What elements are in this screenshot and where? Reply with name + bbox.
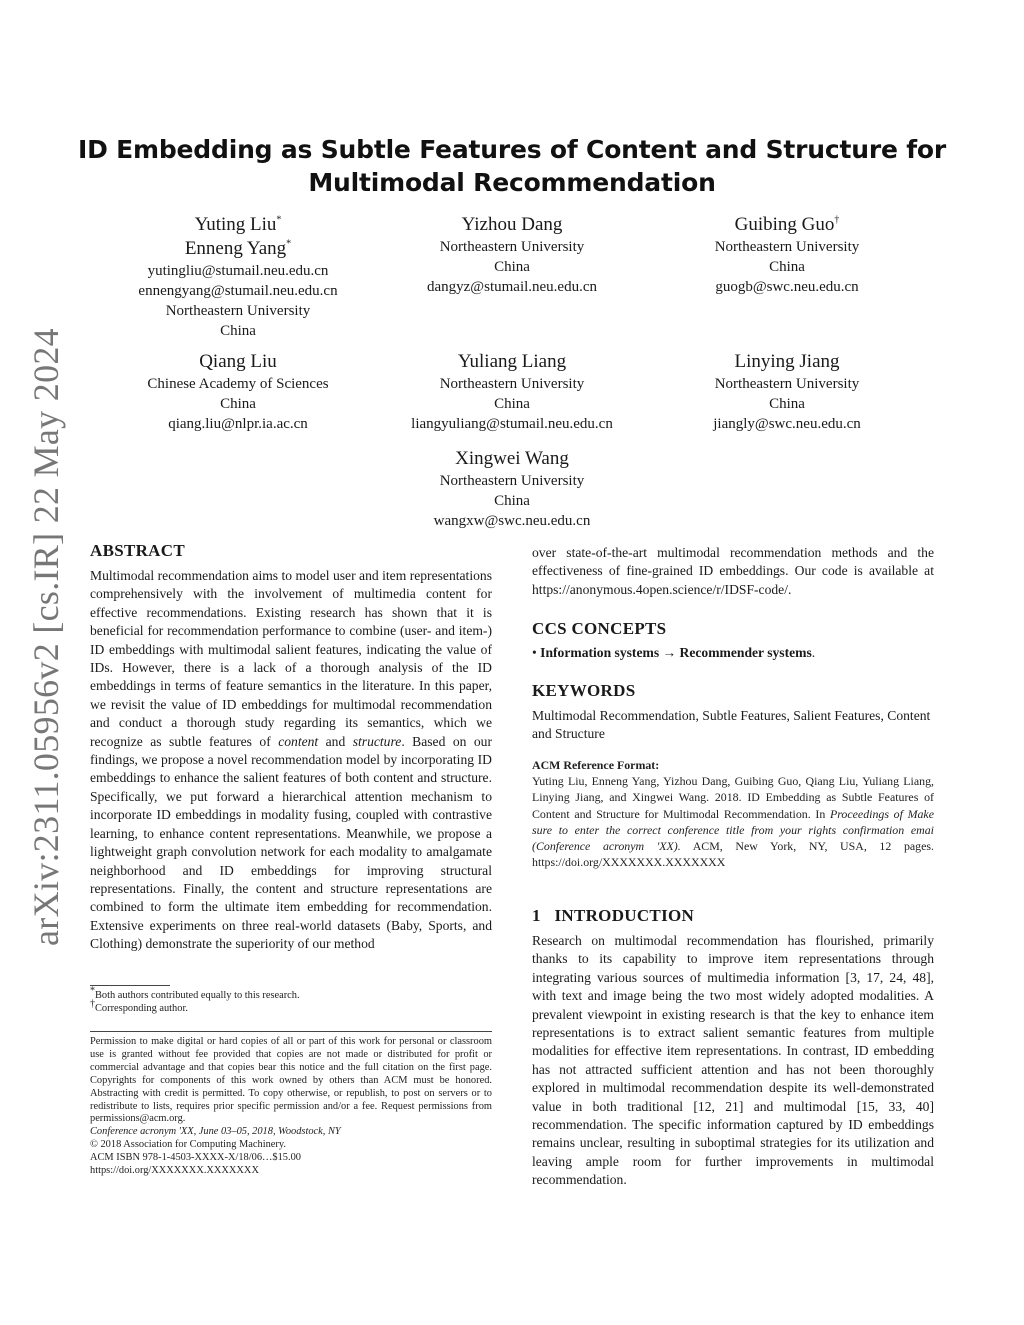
author-name: Yuliang Liang xyxy=(457,351,567,372)
author-affiliation: Northeastern University xyxy=(714,376,860,392)
author-block-6 xyxy=(637,350,937,434)
author-affiliation: Northeastern University xyxy=(439,473,585,489)
footnote-2: †Corresponding author. xyxy=(90,998,188,1014)
abstract-heading: ABSTRACT xyxy=(90,541,185,560)
author-email: liangyuliang@stumail.neu.edu.cn xyxy=(411,416,613,432)
author-affiliation: Northeastern University xyxy=(439,376,585,392)
author-block-2 xyxy=(362,213,662,297)
author-email: ennengyang@stumail.neu.edu.cn xyxy=(138,283,338,299)
author-block-5 xyxy=(362,350,662,434)
conference-line: Conference acronym 'XX, June 03–05, 2018, Woodstock, NY xyxy=(90,1126,341,1138)
author-country: China xyxy=(220,323,256,339)
abstract-body: Multimodal recommendation aims to model user and item representations comprehensively with the involvement of multimedia content for effective recommendations. Existing research has shown that it is beneficial for recommendation performance to combine (user- and item-) ID embeddings with multimodal salient features, indicating the value of IDs. However, there is a lack of a thorough analysis of the ID embeddings in terms of feature semantics in the literature. In this paper, we revisit the value of ID embeddings for multimodal recommendation and conduct a thorough study regarding its semantics, which we recognize as subtle features of content and structure. Based on our findings, we propose a novel recommendation model by incorporating ID embeddings to enhance the salient features of both content and structure. Specifically, we put forward a hierarchical attention mechanism to incorporate ID embeddings in modality fusing, coupled with contrastive learning, to enhance content representations. Meanwhile, we propose a lightweight graph convolution network for each modality to amalgamate neighborhood and ID embeddings for improving structural representations. Finally, the content and structure representations are combined to form the ultimate item embedding for recommendation. Extensive experiments on three real-world datasets (Baby, Sports, and Clothing) demonstrate the superiority of our method xyxy=(90,568,492,952)
acm-reference-text: Yuting Liu, Enneng Yang, Yizhou Dang, Guibing Guo, Qiang Liu, Yuliang Liang, Linying Jiang, and Xingwei Wang. 2018. ID Embedding as Subtle Features of Content and Structure for Multimodal Recommendation. In Proceedings of Make sure to enter the correct conference title from your rights confirmation emai (Conference acronym 'XX). ACM, New York, NY, USA, 12 pages. https://doi.org/XXXXXXX.XXXXXXX xyxy=(532,774,934,870)
author-name: Yizhou Dang xyxy=(461,214,563,235)
acm-reference-format xyxy=(532,757,934,870)
author-name: Guibing Guo† xyxy=(734,214,840,235)
author-affiliation: Northeastern University xyxy=(714,239,860,255)
author-email: jiangly@swc.neu.edu.cn xyxy=(713,416,861,432)
footnotes xyxy=(90,985,492,1015)
copyright-line: © 2018 Association for Computing Machinery. xyxy=(90,1139,286,1151)
ccs-concepts: • Information systems → Recommender systems. xyxy=(532,645,816,660)
author-email: dangyz@stumail.neu.edu.cn xyxy=(426,279,598,295)
paper-title-line-2: Multimodal Recommendation xyxy=(308,168,716,197)
footnote-divider xyxy=(90,985,170,986)
keywords-heading: KEYWORDS xyxy=(532,681,636,700)
introduction-body: Research on multimodal recommendation has flourished, primarily thanks to its capability to improve item representations through integrating various sources of multimedia information [3, 17, 24, 48], with text and image being the two most widely adopted modalities. A prevalent viewpoint in existing research is that the key to enhance item representations is to extract salient semantic features from multiple modalities for effective item representations. In contrast, ID embedding has not attracted sufficient attention and has not been thoroughly explored in multimodal recommendation despite its well-demonstrated value in both traditional [12, 21] and multimodal [15, 33, 40] recommendation. The specific information captured by ID embeddings remains unclear, resulting in suboptimal strategies for its utilization and leaving ample room for further improvements in multimodal recommendation. xyxy=(532,933,934,1188)
arxiv-stamp-text: arXiv:2311.05956v2 [cs.IR] 22 May 2024 xyxy=(26,328,66,946)
arxiv-stamp xyxy=(18,330,74,944)
paper-title-line-1: ID Embedding as Subtle Features of Content and Structure for xyxy=(77,135,947,164)
permission-block xyxy=(90,1036,492,1178)
author-country: China xyxy=(494,493,530,509)
author-name: Xingwei Wang xyxy=(455,448,569,469)
author-name: Linying Jiang xyxy=(734,351,840,372)
isbn-line: ACM ISBN 978-1-4503-XXXX-X/18/06…$15.00 xyxy=(90,1152,301,1164)
footnote-1: *Both authors contributed equally to this research. xyxy=(90,985,300,1001)
author-country: China xyxy=(494,259,530,275)
doi-line: https://doi.org/XXXXXXX.XXXXXXX xyxy=(90,1165,259,1177)
author-email: guogb@swc.neu.edu.cn xyxy=(715,279,859,295)
keywords-text: Multimodal Recommendation, Subtle Features, Salient Features, Content and Structure xyxy=(532,708,931,742)
author-country: China xyxy=(769,259,805,275)
author-affiliation: Chinese Academy of Sciences xyxy=(147,376,329,392)
paper-title xyxy=(60,133,964,199)
permission-text: Permission to make digital or hard copies of all or part of this work for personal or classroom use is granted without fee provided that copies are not made or distributed for profit or commercial advantage and that copies bear this notice and the full citation on the first page. Copyrights for components of this work owned by others than ACM must be honored. Abstracting with credit is permitted. To copy otherwise, or republish, to post on servers or to redistribute to lists, requires prior specific permission and/or a fee. Request permissions from permissions@acm.org. xyxy=(90,1036,492,1125)
author-block-1 xyxy=(88,213,388,341)
author-block-3 xyxy=(637,213,937,297)
author-country: China xyxy=(769,396,805,412)
author-country: China xyxy=(494,396,530,412)
author-name: Yuting Liu* xyxy=(194,214,282,235)
author-name: Enneng Yang* xyxy=(184,238,292,259)
abstract-continuation: over state-of-the-art multimodal recommendation methods and the effectiveness of fine-grained ID embeddings. Our code is available at https://anonymous.4open.science/r/IDSF-code/. xyxy=(532,545,934,597)
ccs-heading: CCS CONCEPTS xyxy=(532,619,667,638)
author-email: yutingliu@stumail.neu.edu.cn xyxy=(147,263,329,279)
introduction-heading: 1 INTRODUCTION xyxy=(532,906,695,925)
author-email: wangxw@swc.neu.edu.cn xyxy=(433,513,591,529)
author-email: qiang.liu@nlpr.ia.ac.cn xyxy=(168,416,308,432)
acm-reference-heading: ACM Reference Format: xyxy=(532,758,660,772)
author-country: China xyxy=(220,396,256,412)
author-affiliation: Northeastern University xyxy=(165,303,311,319)
author-name: Qiang Liu xyxy=(199,351,277,372)
author-affiliation: Northeastern University xyxy=(439,239,585,255)
author-block-4 xyxy=(88,350,388,434)
author-block-7 xyxy=(362,447,662,531)
permission-divider xyxy=(90,1031,492,1032)
